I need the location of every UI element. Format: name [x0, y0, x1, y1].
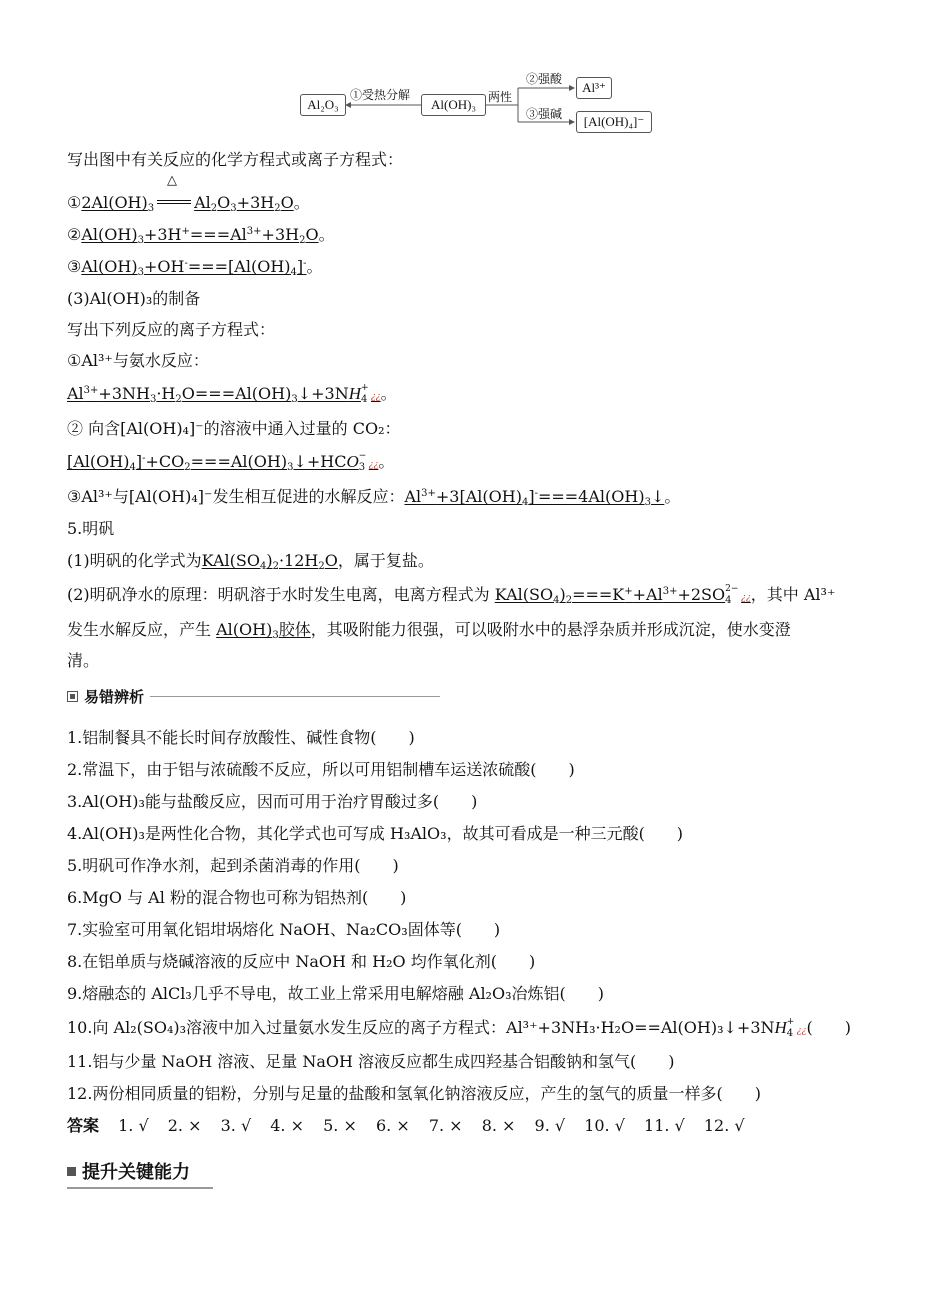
list-item: 8.在铝单质与烧碱溶液的反应中 NaOH 和 H₂O 均作氧化剂( ): [67, 952, 536, 971]
section-square-icon: [67, 1167, 76, 1176]
section-square-icon: [67, 691, 78, 702]
list-item: 9.熔融态的 AlCl₃几乎不导电，故工业上常采用电解熔融 Al₂O₃冶炼铝( ): [67, 984, 604, 1003]
bottom-title-underline: [67, 1187, 213, 1189]
section-3-intro: 写出下列反应的离子方程式：: [67, 320, 276, 339]
label-amphoteric: 两性: [488, 90, 513, 104]
section-divider: [150, 696, 440, 697]
list-item: 6.MgO 与 Al 粉的混合物也可称为铝热剂( ): [67, 888, 407, 907]
list-item: 12.两份相同质量的铝粉，分别与足量的盐酸和氢氧化钠溶液反应，产生的氢气的质量一样多( ): [67, 1084, 761, 1103]
answer-item: 7. ×: [428, 1116, 463, 1135]
list-item: 5.明矾可作净水剂，起到杀菌消毒的作用( ): [67, 856, 399, 875]
question-1: ①Al³⁺与氨水反应：: [67, 351, 209, 370]
list-item: 3.Al(OH)₃能与盐酸反应，因而可用于治疗胃酸过多( ): [67, 792, 478, 811]
list-item: 2.常温下，由于铝与浓硫酸不反应，所以可用铝制槽车运送浓硫酸( ): [67, 760, 575, 779]
box-aloh4: [Al(OH)₄]⁻: [576, 111, 652, 133]
bottom-section-header: [67, 1158, 213, 1189]
diagram-arrows: [0, 0, 950, 140]
box-aloh3: Al(OH)₃: [421, 94, 486, 116]
answer-item: 3. √: [220, 1116, 252, 1135]
section-3-title: (3)Al(OH)₃的制备: [67, 289, 201, 308]
label-strong-base: ③强碱: [526, 107, 563, 121]
answer-item: 1. √: [118, 1116, 149, 1135]
answer-item: 9. √: [534, 1116, 566, 1135]
section-header-errors: [67, 686, 440, 707]
intro-text: 写出图中有关反应的化学方程式或离子方程式：: [67, 150, 404, 169]
section-5-title: 5.明矾: [67, 519, 115, 538]
alum-formula-line: (1)明矾的化学式为$KAl(SO_4)_2\cdot 12H_2O$，属于复盐。: [67, 551, 434, 572]
box-al3: Al³⁺: [576, 77, 612, 99]
equation-1: $①2Al(OH)_3$ $Al_2O_3+3H_2O$。: [67, 193, 310, 214]
triangle-mark: △: [167, 173, 177, 188]
answer-item: 4. ×: [270, 1116, 305, 1135]
answer-label: 答案: [67, 1116, 100, 1135]
answer-item: 2. ×: [167, 1116, 202, 1135]
label-strong-acid: ②强酸: [526, 72, 563, 86]
list-item: 7.实验室可用氧化铝坩埚熔化 NaOH、Na₂CO₃固体等( ): [67, 920, 501, 939]
answer-co2: $[Al(OH)_4]^-+CO_2===Al(OH)_3↓+HCO$ − 3 ¿¿。: [67, 451, 395, 473]
question-2: ② 向含[Al(OH)₄]⁻的溶液中通入过量的 CO₂：: [67, 419, 401, 438]
answer-item: 6. ×: [375, 1116, 410, 1135]
equation-3: $③Al(OH)_3+OH^-===[Al(OH)_4]^-$。: [67, 257, 323, 278]
bottom-title: 提升关键能力: [82, 1162, 190, 1183]
alum-principle-paragraph: (2)明矾净水的原理：明矾溶于水时发生电离，电离方程式为 $KAl(SO_4)_2===K^++Al^{3+}+2SO$ 2− 4 ¿¿，其中 Al³⁺ 发生水解反应，产生 $Al(OH)_3$胶体，其吸附能力很强，可以吸附水中的悬浮杂质并形成沉淀，使水变澄 清。: [67, 584, 836, 670]
equation-2: $②Al(OH)_3+3H^+===Al^{3+}+3H_2O$。: [67, 225, 335, 246]
answer-item: 8. ×: [481, 1116, 516, 1135]
list-item: 1.铝制餐具不能长时间存放酸性、碱性食物( ): [67, 728, 415, 747]
answer-item: 5. ×: [323, 1116, 357, 1135]
list-item: 10.向 Al₂(SO₄)₃溶液中加入过量氨水发生反应的离子方程式：Al³⁺+3NH₃·H₂O==Al(OH)₃↓+3NH + 4 ¿¿( ): [67, 1017, 851, 1039]
list-item: 11.铝与少量 NaOH 溶液、足量 NaOH 溶液反应都生成四羟基合铝酸钠和氢气( ): [67, 1052, 675, 1071]
list-item: 4.Al(OH)₃是两性化合物，其化学式也可写成 H₃AlO₃，故其可看成是一种三元酸( ): [67, 824, 684, 843]
label-heat: ①受热分解: [350, 88, 411, 102]
answer-item: 11. √: [644, 1116, 685, 1135]
answer-item: 10. √: [584, 1116, 625, 1135]
reaction-diagram: [0, 0, 950, 140]
answer-row: [67, 1116, 745, 1136]
answer-item: 12. √: [703, 1116, 745, 1135]
answer-ammonia: $Al^{3+}+3NH_3\cdot H_2O===Al(OH)_3↓+3NH$ + 4 ¿¿。: [67, 383, 397, 405]
section-title: 易错辨析: [84, 688, 145, 706]
question-3: ③Al³⁺与[Al(OH)₄]⁻发生相互促进的水解反应：$Al^{3+}+3[Al(OH)_4]^-===4Al(OH)_3↓$。: [67, 487, 681, 508]
box-al2o3: Al₂O₃: [300, 94, 346, 116]
